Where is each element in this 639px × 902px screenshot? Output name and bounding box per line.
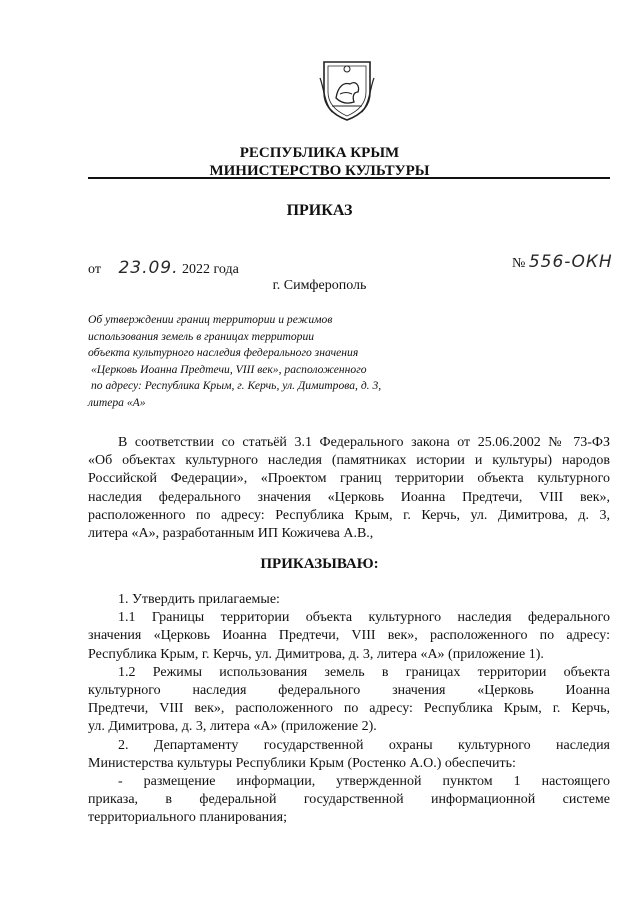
date-year: 2022 года bbox=[182, 262, 239, 277]
preamble-line: расположенного по адресу: Республика Крым, г. Керчь, ул. Димитрова, д. 3, bbox=[88, 507, 610, 523]
order-number bbox=[512, 252, 613, 272]
item-1-2-line: Предтечи, VIII век», расположенного по адресу: Республика Крым, г. Керчь, bbox=[88, 701, 610, 717]
date-prefix: от bbox=[88, 262, 101, 277]
item-1-2-line: ул. Димитрова, д. 3, литера «А» (приложение 2). bbox=[88, 719, 377, 735]
item-2-line: Министерства культуры Республики Крым (Ростенко А.О.) обеспечить: bbox=[88, 755, 516, 771]
preamble-line: Российской Федерации», «Проектом границ территории объекта культурного bbox=[88, 471, 610, 487]
preamble-line: наследия федерального значения «Церковь Иоанна Предтечи, VIII век», bbox=[88, 489, 610, 505]
dash-item-line: территориального планирования; bbox=[88, 810, 287, 826]
decree-heading: ПРИКАЗЫВАЮ: bbox=[260, 556, 379, 572]
order-date bbox=[88, 258, 239, 278]
preamble-line: литера «А», разработанным ИП Кожичева А.В., bbox=[88, 526, 374, 542]
number-prefix: № bbox=[512, 256, 526, 271]
item-1-2-line: 1.2 Режимы использования земель в границах территории объекта bbox=[118, 664, 610, 680]
dash-item-line: - размещение информации, утвержденной пунктом 1 настоящего bbox=[118, 774, 610, 790]
handwritten-date: 23.09. bbox=[118, 258, 179, 278]
order-subject bbox=[88, 312, 428, 411]
city: г. Симферополь bbox=[272, 278, 367, 293]
preamble-line: «Об объектах культурного наследия (памятниках истории и культуры) народов bbox=[88, 453, 610, 469]
preamble-paragraph bbox=[88, 434, 610, 543]
handwritten-number: 556-ОКН bbox=[528, 252, 613, 272]
order-items bbox=[88, 591, 610, 828]
document-title: ПРИКАЗ bbox=[286, 202, 353, 219]
item-1: 1. Утвердить прилагаемые: bbox=[118, 592, 280, 607]
item-1-1-line: значения «Церковь Иоанна Предтечи, VIII век», расположенного по адресу: bbox=[88, 628, 610, 644]
subject-line: по адресу: Республика Крым, г. Керчь, ул. Димитрова, д. 3, bbox=[91, 379, 382, 392]
item-1-1-line: 1.1 Границы территории объекта культурного наследия федерального bbox=[118, 610, 610, 626]
item-2-line: 2. Департаменту государственной охраны культурного наследия bbox=[118, 737, 610, 753]
subject-line: объекта культурного наследия федерального значения bbox=[88, 346, 359, 359]
header-divider bbox=[88, 177, 610, 179]
republic-name: РЕСПУБЛИКА КРЫМ bbox=[239, 145, 400, 161]
subject-line: «Церковь Иоанна Предтечи, VIII век», расположенного bbox=[91, 362, 367, 376]
dash-item-line: приказа, в федеральной государственной информационной системе bbox=[88, 792, 610, 808]
subject-line: использования земель в границах территории bbox=[88, 329, 315, 343]
item-1-2-line: культурного наследия федерального значения «Церковь Иоанна bbox=[88, 683, 610, 699]
subject-line: Об утверждении границ территории и режимов bbox=[88, 313, 333, 326]
coat-of-arms-emblem bbox=[318, 58, 376, 122]
subject-line: литера «А» bbox=[88, 395, 146, 409]
item-1-1-line: Республика Крым, г. Керчь, ул. Димитрова, д. 3, литера «А» (приложение 1). bbox=[88, 646, 544, 662]
ministry-name: МИНИСТЕРСТВО КУЛЬТУРЫ bbox=[209, 163, 430, 179]
preamble-line: В соответствии со статьёй 3.1 Федерального закона от 25.06.2002 № 73-ФЗ bbox=[118, 435, 610, 450]
